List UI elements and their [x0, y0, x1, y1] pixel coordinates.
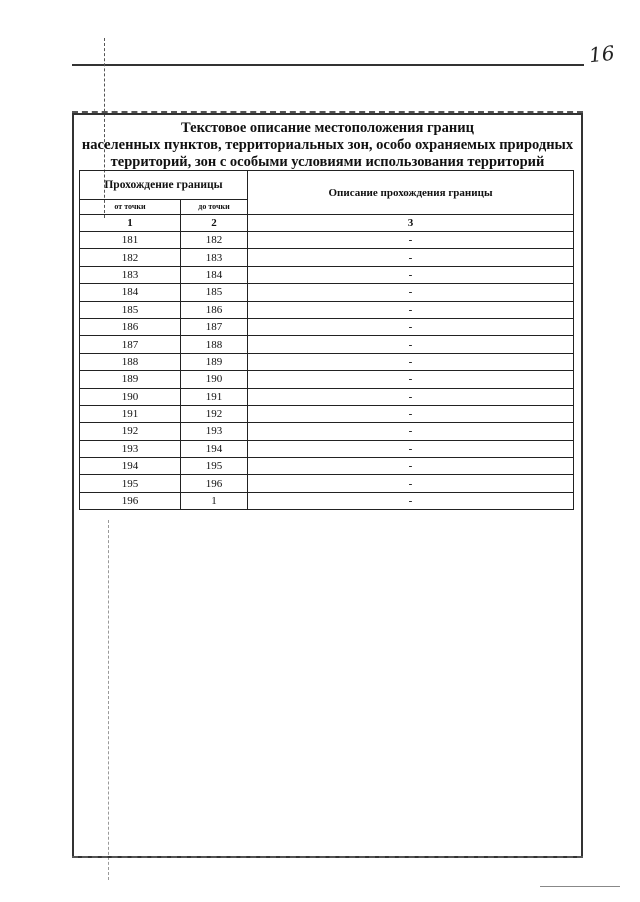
- to-point-cell: 184: [181, 266, 248, 283]
- to-point-cell: 189: [181, 353, 248, 370]
- to-point-header: до точки: [181, 200, 248, 215]
- from-point-cell: 185: [80, 301, 181, 318]
- table-row: [80, 423, 574, 440]
- column-number: 2: [181, 215, 248, 232]
- title-line: территорий, зон с особыми условиями использования территорий: [110, 154, 545, 170]
- frame-bottom-edge: [72, 856, 583, 858]
- to-point-cell: 1: [181, 492, 248, 509]
- to-point-cell: 193: [181, 423, 248, 440]
- description-cell: -: [248, 249, 574, 266]
- table-row: [80, 440, 574, 457]
- to-point-cell: 194: [181, 440, 248, 457]
- table-row: [80, 371, 574, 388]
- description-cell: -: [248, 475, 574, 492]
- description-cell: -: [248, 232, 574, 249]
- to-point-cell: 192: [181, 405, 248, 422]
- to-point-cell: 196: [181, 475, 248, 492]
- page-number: 16: [587, 40, 616, 68]
- description-cell: -: [248, 492, 574, 509]
- column-number: 3: [248, 215, 574, 232]
- table-row: [80, 266, 574, 283]
- document-title: [72, 120, 583, 171]
- from-point-cell: 195: [80, 475, 181, 492]
- table-row: [80, 284, 574, 301]
- description-cell: -: [248, 284, 574, 301]
- table-row: [80, 318, 574, 335]
- from-point-cell: 183: [80, 266, 181, 283]
- from-point-cell: 194: [80, 458, 181, 475]
- table-row: [80, 336, 574, 353]
- description-cell: -: [248, 405, 574, 422]
- table-row: [80, 249, 574, 266]
- description-header: Описание прохождения границы: [248, 171, 574, 215]
- from-point-header: от точки: [80, 200, 181, 215]
- from-point-cell: 184: [80, 284, 181, 301]
- to-point-cell: 190: [181, 371, 248, 388]
- to-point-cell: 187: [181, 318, 248, 335]
- title-line: Текстовое описание местоположения границ: [181, 120, 474, 136]
- from-point-cell: 188: [80, 353, 181, 370]
- to-point-cell: 195: [181, 458, 248, 475]
- table-row: [80, 232, 574, 249]
- description-cell: -: [248, 336, 574, 353]
- from-point-cell: 196: [80, 492, 181, 509]
- to-point-cell: 183: [181, 249, 248, 266]
- description-cell: -: [248, 266, 574, 283]
- table-row: [80, 475, 574, 492]
- description-cell: -: [248, 440, 574, 457]
- boundary-table: [79, 170, 574, 510]
- from-point-cell: 191: [80, 405, 181, 422]
- title-line: населенных пунктов, территориальных зон, особо охраняемых природных: [81, 137, 574, 153]
- from-point-cell: 189: [80, 371, 181, 388]
- description-cell: -: [248, 353, 574, 370]
- from-point-cell: 193: [80, 440, 181, 457]
- boundary-passage-header: Прохождение границы: [80, 171, 248, 200]
- top-rule: [72, 64, 584, 66]
- from-point-cell: 182: [80, 249, 181, 266]
- from-point-cell: 192: [80, 423, 181, 440]
- to-point-cell: 186: [181, 301, 248, 318]
- table-row: [80, 458, 574, 475]
- table-row: [80, 301, 574, 318]
- from-point-cell: 190: [80, 388, 181, 405]
- description-cell: -: [248, 423, 574, 440]
- table-row: [80, 388, 574, 405]
- from-point-cell: 181: [80, 232, 181, 249]
- description-cell: -: [248, 458, 574, 475]
- to-point-cell: 182: [181, 232, 248, 249]
- column-number: 1: [80, 215, 181, 232]
- description-cell: -: [248, 388, 574, 405]
- to-point-cell: 191: [181, 388, 248, 405]
- description-cell: -: [248, 318, 574, 335]
- scan-artifact-line: [540, 886, 620, 887]
- from-point-cell: 187: [80, 336, 181, 353]
- description-cell: -: [248, 301, 574, 318]
- to-point-cell: 188: [181, 336, 248, 353]
- to-point-cell: 185: [181, 284, 248, 301]
- from-point-cell: 186: [80, 318, 181, 335]
- table-row: [80, 405, 574, 422]
- table-row: [80, 353, 574, 370]
- table-row: [80, 492, 574, 509]
- description-cell: -: [248, 371, 574, 388]
